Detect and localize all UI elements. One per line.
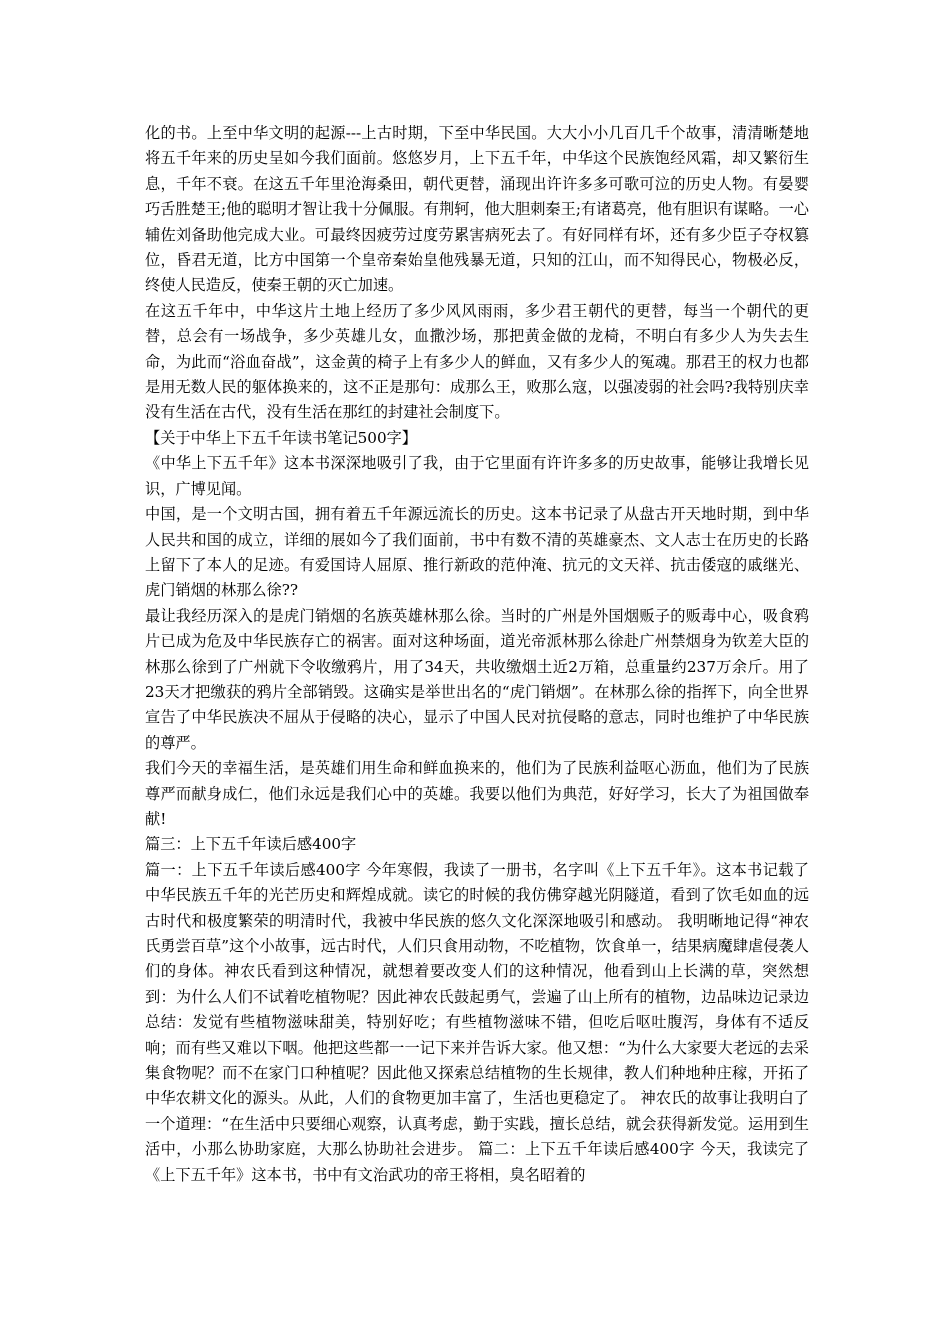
paragraph-book-attraction: 《中华上下五千年》这本书深深地吸引了我，由于它里面有许许多多的历史故事，能够让我增长见识，广博见闻。 xyxy=(145,454,809,498)
paragraph-ancient-civilization: 中国，是一个文明古国，拥有着五千年源远流长的历史。这本书记录了从盘古开天地时期，到中华人民共和国的成立，详细的展如今了我们面前，书中有数不清的英雄豪杰、文人志士在历史的长路上留下了本人的足迹。有爱国诗人屈原、推行新政的范仲淹、抗元的文天祥、抗击倭寇的戚继光、虎门销烟的林那么徐?? xyxy=(145,505,809,600)
paragraph-shennong-story: 篇一：上下五千年读后感400字 今年寒假，我读了一册书，名字叫《上下五千年》。这本书记载了中华民族五千年的光芒历史和辉煌成就。读它的时候的我仿佛穿越光阴隧道，看到了饮毛如血的远古时代和极度繁荣的明清时代，我被中华民族的悠久文化深深地吸引和感动。 我明晰地记得“神农氏勇尝百草”这个小故事，远古时代，人们只食用动物，不吃植物，饮食单一，结果病魔肆虐侵袭人们的身体。神农氏看到这种情况，就想着要改变人们的这种情况，他看到山上长满的草，突然想到：为什么人们不试着吃植物呢？因此神农氏鼓起勇气，尝遍了山上所有的植物，边品味边记录边总结：发觉有些植物滋味甜美，特别好吃；有些植物滋味不错，但吃后呕吐腹泻，身体有不适反响；而有些又难以下咽。他把这些都一一记下来并告诉大家。他又想：“为什么大家要大老远的去采集食物呢？而不在家门口种植呢？因此他又探索总结植物的生长规律，教人们种地种庄稼，开拓了中华农耕文化的源头。从此，人们的食物更加丰富了，生活也更稳定了。 神农氏的故事让我明白了一个道理：“在生活中只要细心观察，认真考虑，勤于实践，擅长总结，就会获得新发觉。运用到生活中，小那么协助家庭，大那么协助社会进步。 篇二：上下五千年读后感400字 今天，我读完了《上下五千年》这本书，书中有文治武功的帝王将相，臭名昭着的 xyxy=(145,860,809,1184)
paragraph-heroes-conclusion: 我们今天的幸福生活，是英雄们用生命和鲜血换来的，他们为了民族利益呕心沥血，他们为了民族尊严而献身成仁，他们永远是我们心中的英雄。我要以他们为典范，好好学习，长大了为祖国做奉献! xyxy=(145,759,809,828)
paragraph-history-intro: 化的书。上至中华文明的起源---上古时期，下至中华民国。大大小小几百几千个故事，清清晰楚地将五千年来的历史呈如今我们面前。悠悠岁月，上下五千年，中华这个民族饱经风霜，却又繁衍生息，千年不衰。在这五千年里沧海桑田，朝代更替，涌现出许许多多可歌可泣的历史人物。有晏婴巧舌胜楚王;他的聪明才智让我十分佩服。有荆轲，他大胆刺秦王;有诸葛亮，他有胆识有谋略。一心辅佐刘备助他完成大业。可最终因疲劳过度劳累害病死去了。有好同样有坏，还有多少臣子夺权篡位，昏君无道，比方中国第一个皇帝秦始皇他残暴无道，只知的江山，而不知得民心，物极必反，终使人民造反，使秦王朝的灭亡加速。 xyxy=(145,124,809,295)
document-body xyxy=(145,121,809,1188)
section-heading-reading-notes: 【关于中华上下五千年读书笔记500字】 xyxy=(145,428,417,447)
paragraph-humen-opium: 最让我经历深入的是虎门销烟的名族英雄林那么徐。当时的广州是外国烟贩子的贩毒中心，吸食鸦片已成为危及中华民族存亡的祸害。面对这种场面，道光帝派林那么徐赴广州禁烟身为钦差大臣的林那么徐到了广州就下令收缴鸦片，用了34天，共收缴烟土近2万箱，总重量约237万余斤。用了23天才把缴获的鸦片全部销毁。这确实是举世出名的“虎门销烟”。在林那么徐的指挥下，向全世界宣告了中华民族决不屈从于侵略的决心，显示了中国人民对抗侵略的意志，同时也维护了中华民族的尊严。 xyxy=(145,606,809,752)
paragraph-dynasty-changes: 在这五千年中，中华这片土地上经历了多少风风雨雨，多少君王朝代的更替，每当一个朝代的更替，总会有一场战争，多少英雄儿女，血撒沙场，那把黄金做的龙椅，不明白有多少人为失去生命，为此而“浴血奋战”，这金黄的椅子上有多少人的鲜血，又有多少人的冤魂。那君王的权力也都是用无数人民的躯体换来的，这不正是那句：成那么王，败那么寇，以强凌弱的社会吗?我特别庆幸没有生活在古代，没有生活在那红的封建社会制度下。 xyxy=(145,301,809,422)
section-heading-part-three: 篇三：上下五千年读后感400字 xyxy=(145,835,357,854)
